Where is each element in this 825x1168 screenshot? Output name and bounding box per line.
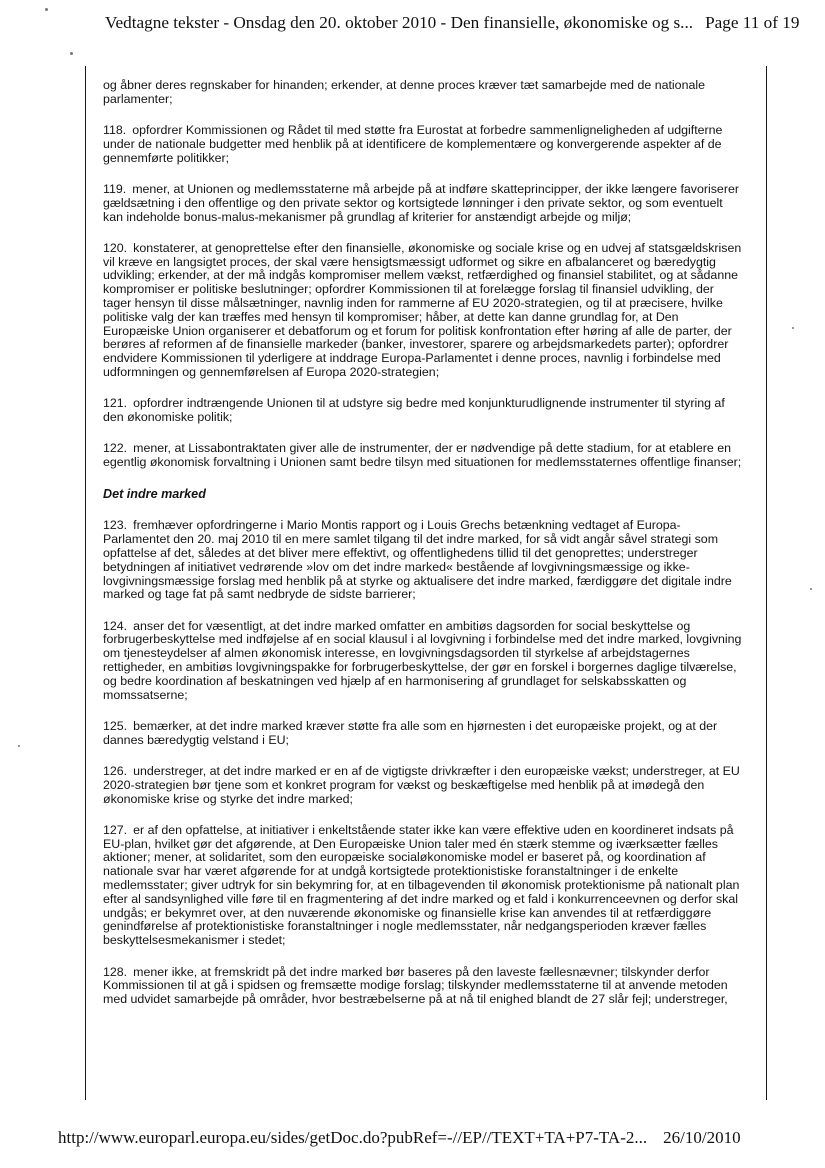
paragraph-text: opfordrer Kommissionen og Rådet til med støtte fra Eurostat at forbedre sammenligneligheden af udgifterne under de nationale budgetter med henblik på at identificere de komplementære og konvergerende aspekter af de gennemførte politikker; [103,123,723,165]
paragraph-number: 128. [103,964,128,979]
scan-speck [792,327,794,329]
paragraph-text: anser det for væsentligt, at det indre marked omfatter en ambitiøs dagsorden for social beskyttelse og forbrugerbeskyttelse med indføjelse af en social klausul i al lovgivning i forbindelse med det indre marked, lovgivning om tjenesteydelser af almen økonomisk interesse, en lovgivningsdagsorden til styrkelse af arbejdstagernes rettigheder, en ambitiøs lovgivningspakke for forbrugerbeskyttelse, der gør en forskel i borgernes daglige tilværelse, og bedre koordination af beskatningen ved hjælp af en harmonisering af grundlaget for selskabsskatten og momssatserne; [103,618,742,702]
section-heading: Det indre marked [103,486,206,501]
document-body [103,79,743,1024]
paragraph-text: fremhæver opfordringerne i Mario Montis rapport og i Louis Grechs betænkning vedtaget af Europa-Parlamentet den 20. maj 2010 til en mere samlet tilgang til det indre marked, for så vidt angår såvel strategi som opfattelse af det, således at det bliver mere effektivt, og offentlighedens tillid til det genoprettes; understreger betydningen af initiativet vedrørende »lov om det indre marked« bestående af lovgivningsmæssige og ikke-lovgivningsmæssige forslag med henblik på at styrke og aktualisere det indre marked, færdiggøre det digitale indre marked og tage fat på samt nedbryde de sidste barrierer; [103,518,732,602]
paragraph-text: opfordrer indtrængende Unionen til at udstyre sig bedre med konjunkturudlignende instrumenter til styring af den økonomiske politik; [103,396,725,425]
paragraph-text: mener, at Unionen og medlemsstaterne må arbejde på at indføre skatteprincipper, der ikke længere favoriserer gældsætning i den offentlige og den private sektor og kortsigtede lønninger i den private sektor, og som eventuelt kan indeholde bonus-malus-mekanismer på grundlag af kriterier for anstændigt arbejde og miljø; [103,181,739,224]
page-indicator: Page 11 of 19 [705,13,800,32]
paragraph-125 [103,720,743,748]
source-url: http://www.europarl.europa.eu/sides/getDoc.do?pubRef=-//EP//TEXT+TA+P7-TA-2... [58,1128,648,1147]
paragraph-number: 121. [103,396,128,411]
paragraph-124 [103,620,743,703]
paragraph-text: mener ikke, at fremskridt på det indre marked bør baseres på den laveste fællesnævner; tilskynder derfor Kommissionen til at gå i spidsen og fremsætte modige forslag; tilskynder medlemsstaterne til at anvende metoden med udvidet samarbejde på områder, hvor bestræbelserne på at nå til enighed blandt de 27 slår fejl; understreger, [103,964,728,1007]
paragraph-text: bemærker, at det indre marked kræver støtte fra alle som en hjørnesten i det europæiske projekt, og at der dannes bæredygtig velstand i EU; [103,718,718,747]
paragraph-121 [103,397,743,425]
paragraph-123 [103,519,743,602]
document-title: Vedtagne tekster - Onsdag den 20. oktober 2010 - Den finansielle, økonomiske og s... [105,13,694,32]
paragraph-126 [103,765,743,806]
paragraph-128 [103,966,743,1007]
paragraph-text: og åbner deres regnskaber for hinanden; erkender, at denne proces kræver tæt samarbejde med de nationale parlamenter; [103,78,706,106]
paragraph-text: konstaterer, at genoprettelse efter den finansielle, økonomiske og sociale krise og en udvej af statsgældskrisen vil kræve en langsigtet proces, der skal være hensigtsmæssigt udformet og sikre en afbalanceret og bæredygtig udvikling; erkender, at der må indgås kompromiser mellem vækst, retfærdighed og finansiel stabilitet, og at sådanne kompromiser er politiske beslutninger; opfordrer Kommissionen til at forelægge forslag til finansiel udvikling, der tager hensyn til disse målsætninger, navnlig inden for rammerne af EU 2020-strategien, og til at præcisere, hvilke politiske valg der kan træffes med hensyn til kompromiser; håber, at dette kan danne grundlag for, at Den Europæiske Union organiserer et debatforum og et forum for politisk konfrontation efter høring af alle de parter, der berøres af reformen af de finansielle markeder (banker, investorer, sparere og arbejdsmarkedets parter); opfordrer endvidere Kommissionen til yderligere at inddrage Europa-Parlamentet i denne proces, navnlig i forbindelse med udformningen og gennemførelsen af Europa 2020-strategien; [103,240,742,380]
paragraph-number: 118. [103,123,127,138]
print-date: 26/10/2010 [663,1128,741,1147]
paragraph-number: 123. [103,518,128,533]
scan-speck [18,745,20,747]
paragraph-text: mener, at Lissabontraktaten giver alle de instrumenter, der er nødvendige på dette stadium, for at etablere en egentlig økonomisk forvaltning i Unionen samt bedre tilsyn med situationen for medlemsstaternes offentlige finanser; [103,441,742,470]
print-footer [58,1128,778,1148]
scan-speck [45,8,48,11]
paragraph-number: 126. [103,763,128,778]
paragraph-118 [103,124,743,165]
paragraph-number: 119. [103,181,127,196]
paragraph-text: er af den opfattelse, at initiativer i enkeltstående stater ikke kan være effektive uden en koordineret indsats på EU-plan, hvilket gør det afgørende, at Den Europæiske Union taler med én stærk stemme og iværksætter fælles aktioner; mener, at solidaritet, som den europæiske socialøkonomiske model er baseret på, og koordination af nationale svar har været afgørende for at undgå kortsigtede protektionistiske foranstaltninger i de enkelte medlemsstater; giver udtryk for sin bekymring for, at en tilbagevenden til økonomisk protektionisme på nationalt plan efter al sandsynlighed ville føre til en fragmentering af det indre marked og et fald i konkurrenceevnen og derfor skal undgås; er bekymret over, at den nuværende økonomiske og finansielle krise kan anvendes til at retfærdiggøre genindførelse af protektionistiske foranstaltninger i nogle medlemsstater, når nedgangsperioden kræver fælles beskyttelsesmekanismer i stedet; [103,822,740,948]
paragraph-number: 127. [103,822,128,837]
paragraph-122 [103,442,743,470]
print-header [105,13,800,33]
paragraph-number: 124. [103,618,128,633]
paragraph-number: 122. [103,441,128,456]
paragraph-119 [103,183,743,224]
paragraph-text: understreger, at det indre marked er en af de vigtigste drivkræfter i den europæiske vækst; understreger, at EU 2020-strategien bør tjene som et konkret program for vækst og beskæftigelse med henblik på at imødegå den økonomiske krise og styrke det indre marked; [103,763,740,806]
paragraph-number: 125. [103,718,128,733]
paragraph-127 [103,824,743,948]
paragraph-120 [103,242,743,380]
scan-speck [810,588,812,590]
paragraph-number: 120. [103,240,128,255]
scan-speck [70,52,73,55]
paragraph-continuation [103,79,743,107]
